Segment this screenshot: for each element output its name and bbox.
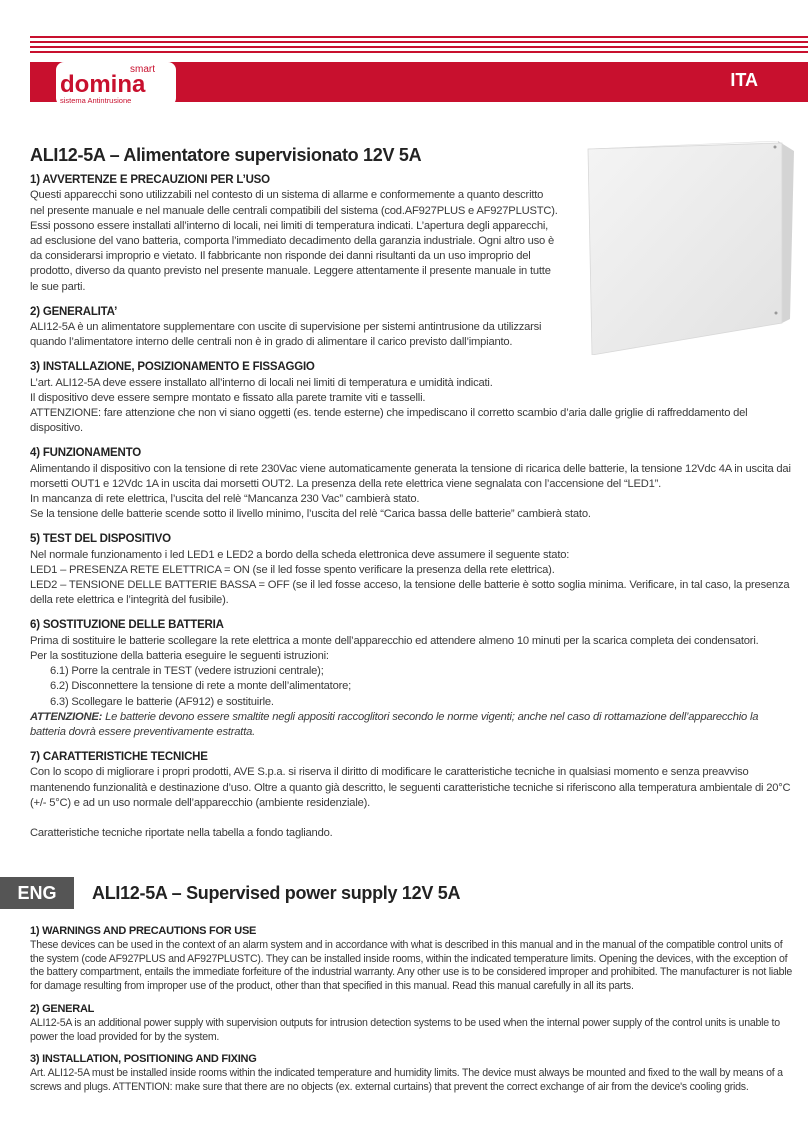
domina-logo	[56, 58, 176, 110]
ita-section-1-title: 1) AVVERTENZE E PRECAUZIONI PER L’USO	[30, 174, 270, 187]
ita-section-7	[30, 750, 792, 841]
eng-section-3	[30, 1053, 792, 1094]
ita-section-2-title: 2) GENERALITA’	[30, 305, 118, 318]
ita-section-3-title: 3) INSTALLAZIONE, POSIZIONAMENTO E FISSAGGIO	[30, 361, 315, 374]
ita-section-1-body: Questi apparecchi sono utilizzabili nel contesto di un sistema di allarme e conformemente a quanto descritto nel presente manuale e nel manuale delle centrali compatibili del sistema (cod.AF927PLUS e AF927PLUSTC). Essi possono essere installati all’interno di locali, nei limiti di temperatura indicati. L’apertura degli apparecchi, ad esclusione del vano batteria, comporta l’immediato decadimento della garanzia industriale. Ogni altro uso è da considerarsi improprio e vietato. Il fabbricante non risponde dei danni risultanti da un uso improprio del prodotto, diverso da quanto previsto nel presente manuale. Leggere attentamente il presente manuale in tutte le sue parti.	[30, 189, 558, 293]
ita-section-1	[30, 173, 560, 295]
ita-section-5-line: Nel normale funzionamento i led LED1 e LED2 a bordo della scheda elettronica deve assumere il seguente stato:	[30, 548, 570, 561]
ita-section-5-line: LED2 – TENSIONE DELLE BATTERIE BASSA = OFF (se il led fosse acceso, la tensione delle batterie è sotto soglia minima. Verificare, in tal caso, la presenza della rete elettrica e l’integrità del fusibile).	[30, 579, 790, 607]
ita-section-4-line: In mancanza di rete elettrica, l’uscita del relè “Mancanza 230 Vac” cambierà stato.	[30, 493, 420, 506]
ita-section-7-line: Caratteristiche tecniche riportate nella tabella a fondo tagliando.	[30, 826, 333, 839]
header-stripes	[30, 36, 808, 58]
ita-section-6-line: Prima di sostituire le batterie scollegare la rete elettrica a monte dell’apparecchio ed attendere almeno 10 minuti per la scarica completa dei condensatori.	[30, 634, 759, 647]
warning-text: Le batterie devono essere smaltite negli appositi raccoglitori secondo le norme vigenti; anche nel caso di rottamazione dell’apparecchio la batteria dovrà essere preventivamente estratta.	[30, 710, 759, 738]
eng-section-2-title: 2) GENERAL	[30, 1002, 95, 1015]
eng-section-1	[30, 925, 792, 994]
ita-section-2-body: ALI12-5A è un alimentatore supplementare con uscite di supervisione per sistemi antintrusione da utilizzarsi quando l’alimentatore interno delle centrali non è in grado di alimentare il carico previsto dall’impianto.	[30, 321, 542, 349]
ita-section-6-step: 6.3) Scollegare le batterie (AF912) e sostituirle.	[50, 695, 274, 708]
eng-section-3-title: 3) INSTALLATION, POSITIONING AND FIXING	[30, 1053, 257, 1066]
eng-title: ALI12-5A – Supervised power supply 12V 5A	[92, 883, 461, 903]
ita-section-7-title: 7) CARATTERISTICHE TECNICHE	[30, 751, 208, 764]
ita-section-3-line: L’art. ALI12-5A deve essere installato all’interno di locali nei limiti di temperatura e umidità indicati.	[30, 376, 493, 389]
svg-text:smart: smart	[130, 64, 155, 75]
ita-section-2	[30, 305, 560, 351]
svg-text:sistema Antintrusione: sistema Antintrusione	[60, 96, 132, 105]
ita-section-3-line: Il dispositivo deve essere sempre montato e fissato alla parete tramite viti e tasselli.	[30, 391, 426, 404]
warning-label: ATTENZIONE:	[30, 710, 103, 723]
ita-section-6-step: 6.2) Disconnettere la tensione di rete a monte dell’alimentatore;	[50, 680, 352, 693]
ita-section-4-line: Alimentando il dispositivo con la tensione di rete 230Vac viene automaticamente generata la tensione di ricarica delle batterie, la tensione 12Vdc 4A in uscita dai morsetti OUT1 e 12Vdc 1A in uscita dai morsetti OUT2. La presenza della rete elettrica viene segnalata con l’accensione del “LED1”.	[30, 462, 791, 490]
ita-section-6	[30, 618, 792, 740]
ita-section-6-step: 6.1) Porre la centrale in TEST (vedere istruzioni centrale);	[50, 665, 324, 678]
ita-section-4	[30, 446, 792, 522]
ita-section-4-line: Se la tensione delle batterie scende sotto il livello minimo, l’uscita del relè “Carica bassa delle batterie” cambierà stato.	[30, 508, 591, 521]
ita-section-6-warning	[30, 710, 792, 740]
ita-section-3	[30, 360, 792, 436]
ita-content	[30, 145, 792, 851]
eng-section-1-body: These devices can be used in the context of an alarm system and in accordance with what is described in this manual and in the manual of the compatible control units of the system (code AF927PLUS and AF927PLUSTC). They can be installed inside rooms, within the indicated temperature limits. Opening the devices, with the exception of the battery compartment, entails the immediate forfeiture of the industrial warranty. Any other use is to be considered improper and prohibited. The manufacturer is not liable for damage resulting from improper use of the product, other than that specified in this manual. Read this manual carefully in all its parts.	[30, 938, 792, 993]
language-label: ITA	[730, 70, 758, 90]
eng-section-2	[30, 1003, 792, 1044]
ita-section-3-line: ATTENZIONE: fare attenzione che non vi siano oggetti (es. tende esterne) che impediscano il corretto scambio d’aria dalle griglie di raffreddamento del dispositivo.	[30, 407, 748, 435]
ita-section-7-line: Con lo scopo di migliorare i propri prodotti, AVE S.p.a. si riserva il diritto di modificare le caratteristiche tecniche in qualsiasi momento e senza preavviso mantenendo funzionalità e destinazione d’uso. Oltre a quanto già descritto, le seguenti caratteristiche tecniche si riferiscono alla temperatura ambientale di 20°C (+/- 5°C) e ad un uso normale dell’apparecchio (ambiente residenziale).	[30, 766, 791, 809]
ita-section-5-title: 5) TEST DEL DISPOSITIVO	[30, 533, 171, 546]
ita-section-6-title: 6) SOSTITUZIONE DELLE BATTERIA	[30, 619, 224, 632]
svg-text:domina: domina	[60, 71, 146, 98]
ita-section-5	[30, 532, 792, 608]
ita-section-6-line: Per la sostituzione della batteria eseguire le seguenti istruzioni:	[30, 649, 329, 662]
ita-title: ALI12-5A – Alimentatore supervisionato 12V 5A	[30, 145, 422, 165]
eng-section-3-body: Art. ALI12-5A must be installed inside rooms within the indicated temperature and humidity limits. The device must always be mounted and fixed to the wall by means of a screws and plugs. ATTENTION: make sure that there are no objects (ex. external curtains) that prevent the correct exchange of air from the device's cooling grids.	[30, 1067, 783, 1093]
language-tab-eng: ENG	[0, 877, 74, 909]
ita-section-4-title: 4) FUNZIONAMENTO	[30, 447, 141, 460]
ita-section-5-line: LED1 – PRESENZA RETE ELETTRICA = ON (se il led fosse spento verificare la presenza della rete elettrica).	[30, 563, 555, 576]
eng-section-1-title: 1) WARNINGS AND PRECAUTIONS FOR USE	[30, 925, 257, 937]
eng-section-2-body: ALI12-5A is an additional power supply with supervision outputs for intrusion detection systems to be used when the internal power supply of the control units is unable to power the load provided for by the system.	[30, 1016, 780, 1043]
eng-content	[30, 925, 792, 1104]
